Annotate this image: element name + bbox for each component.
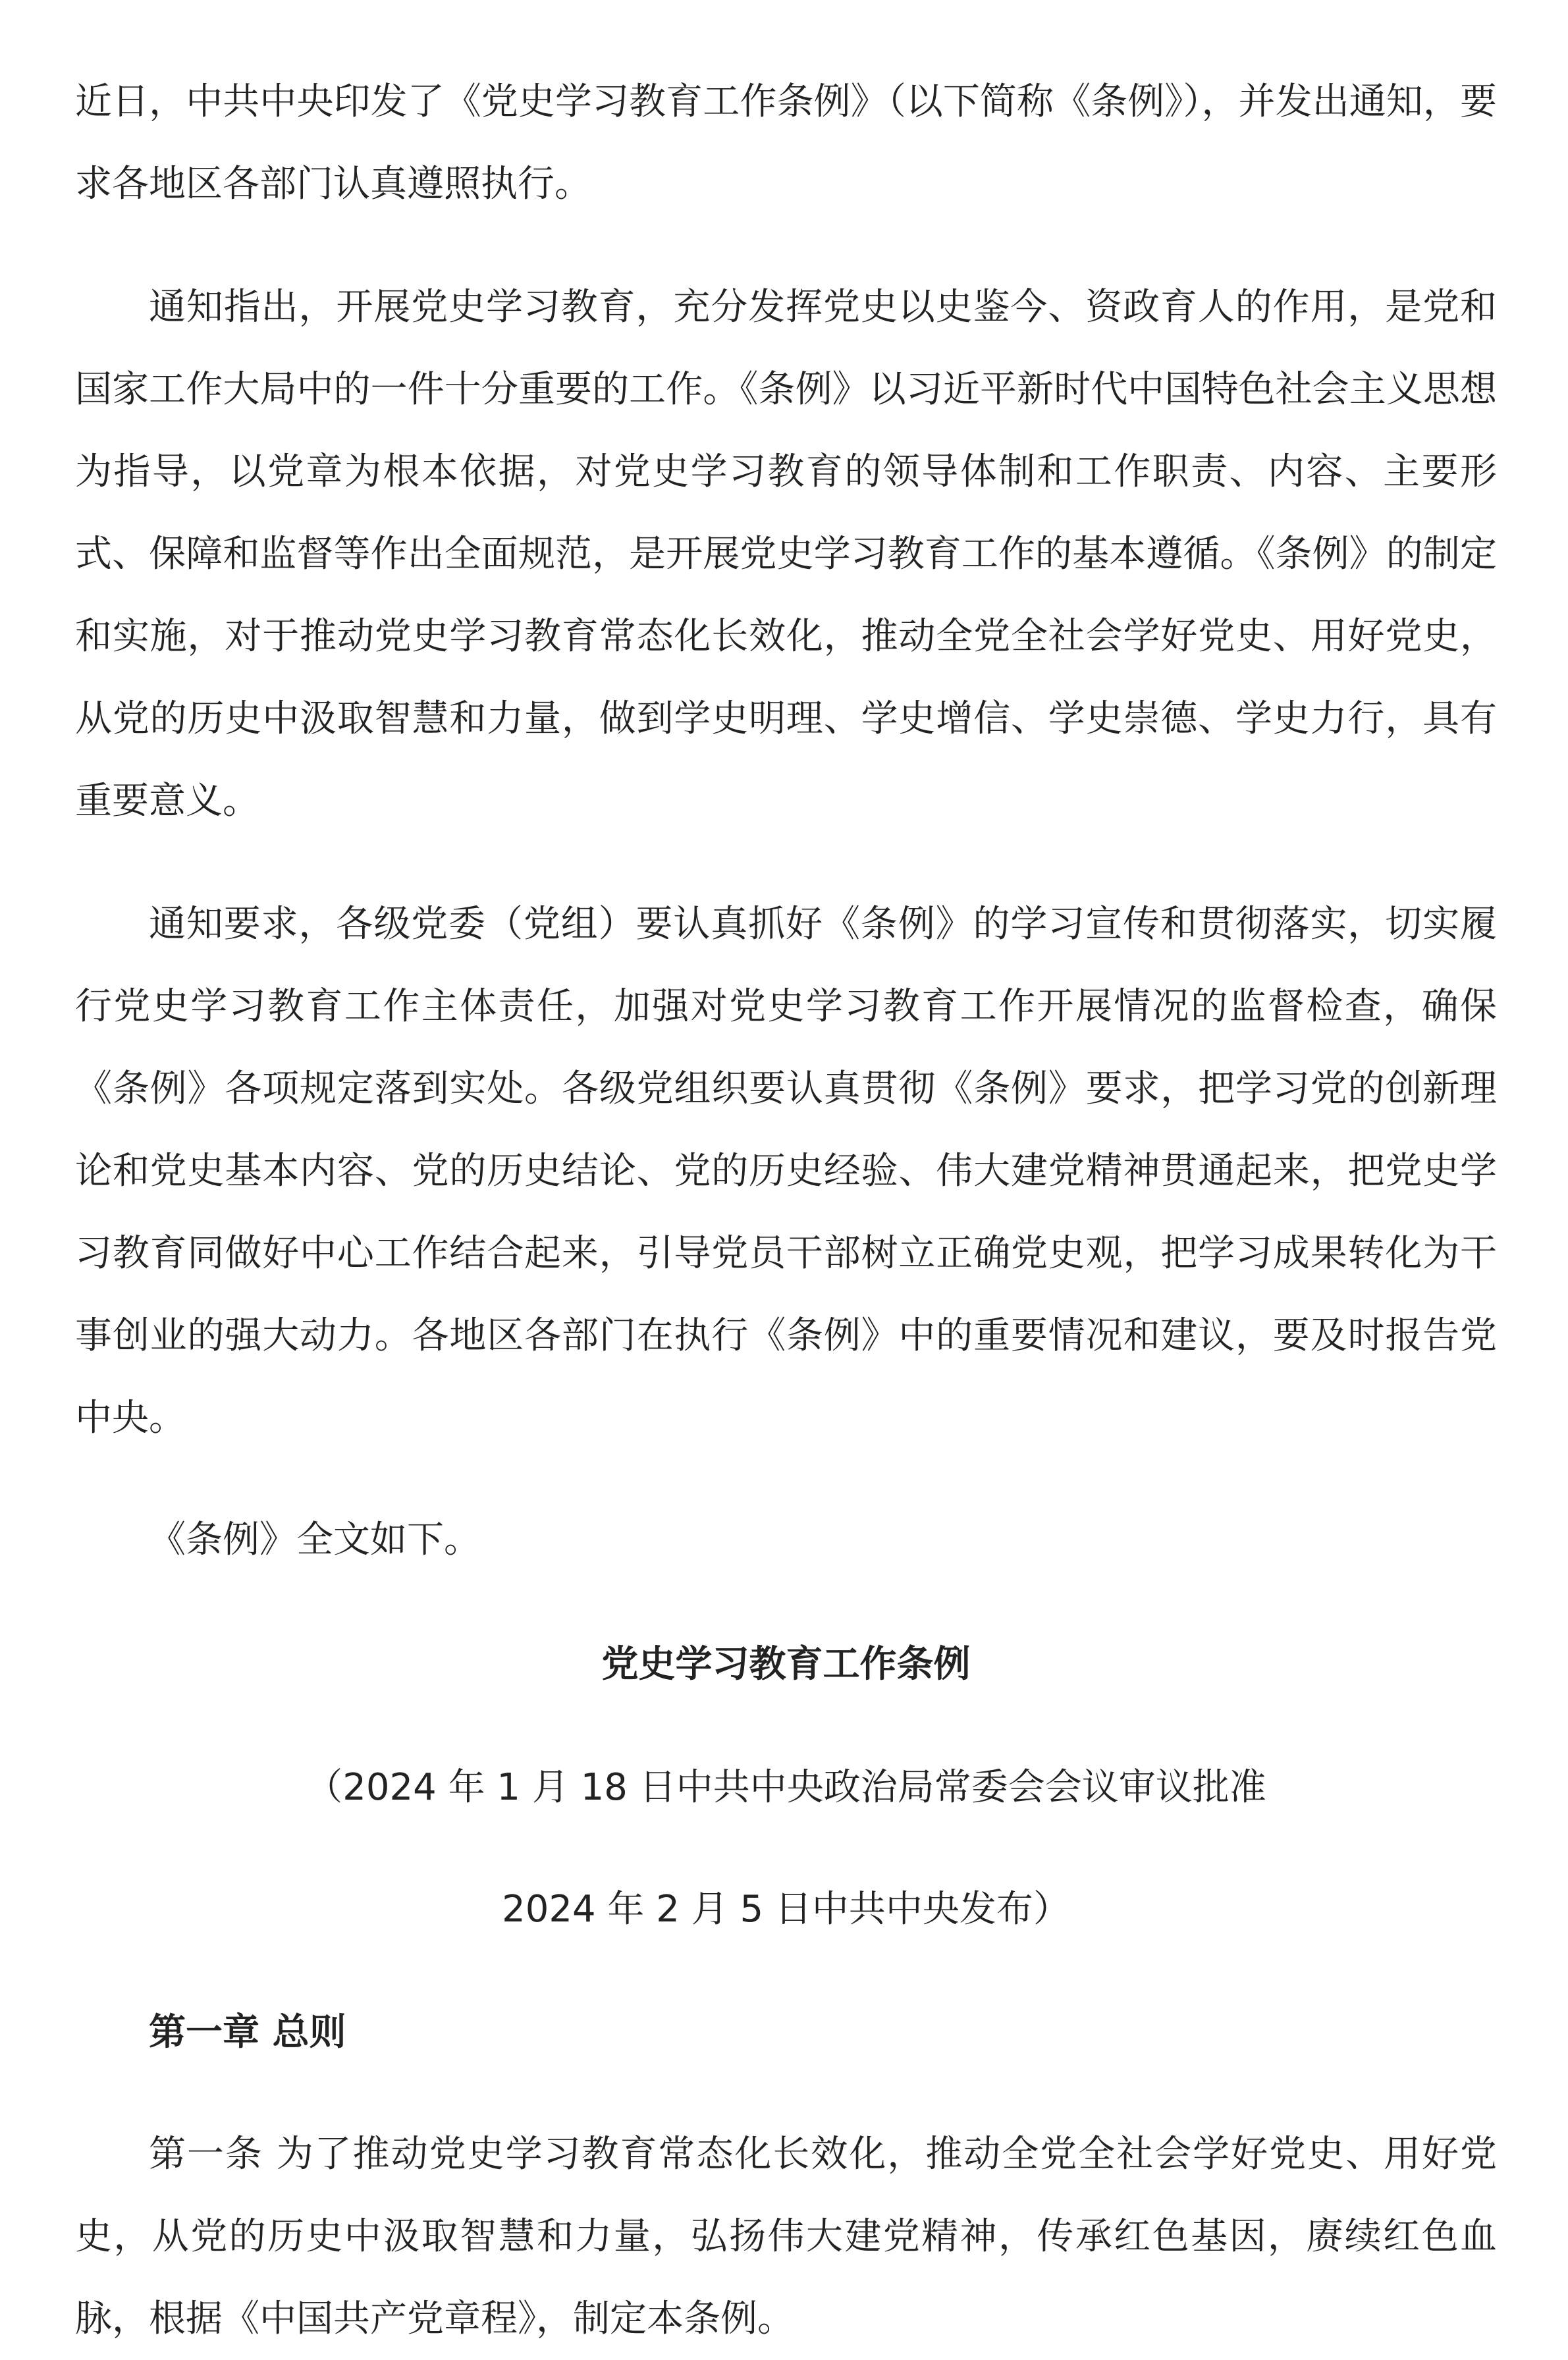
issue-line: 2024 年 2 月 5 日中共中央发布）	[502, 1888, 1070, 1931]
regulation-title: 党史学习教育工作条例	[601, 1643, 971, 1686]
notice-paragraph-1: 通知指出，开展党史学习教育，充分发挥党史以史鉴今、资政育人的作用，是党和国家工作大局中的一件十分重要的工作。《条例》以习近平新时代中国特色社会主义思想为指导，以党章为根本依据，对党史学习教育的领导体制和工作职责、内容、主要形式、保障和监督等作出全面规范，是开展党史学习教育工作的基本遵循。《条例》的制定和实施，对于推动党史学习教育常态化长效化，推动全党全社会学好党史、用好党史，从党的历史中汲取智慧和力量，做到学史明理、学史增信、学史崇德、学史力行，具有重要意义。	[75, 286, 1497, 822]
intro-paragraph: 近日，中共中央印发了《党史学习教育工作条例》（以下简称《条例》），并发出通知，要求各地区各部门认真遵照执行。	[75, 80, 1497, 205]
chapter-1-heading: 第一章 总则	[149, 2011, 346, 2054]
notice-paragraph-2: 通知要求，各级党委（党组）要认真抓好《条例》的学习宣传和贯彻落实，切实履行党史学习教育工作主体责任，加强对党史学习教育工作开展情况的监督检查，确保《条例》各项规定落到实处。各级党组织要认真贯彻《条例》要求，把学习党的创新理论和党史基本内容、党的历史结论、党的历史经验、伟大建党精神贯通起来，把党史学习教育同做好中心工作结合起来，引导党员干部树立正确党史观，把学习成果转化为干事创业的强大动力。各地区各部门在执行《条例》中的重要情况和建议，要及时报告党中央。	[75, 903, 1497, 1439]
approval-line: （2024 年 1 月 18 日中共中央政治局常委会会议审议批准	[306, 1766, 1266, 1809]
full-text-intro: 《条例》全文如下。	[149, 1518, 481, 1561]
article-1: 第一条 为了推动党史学习教育常态化长效化，推动全党全社会学好党史、用好党史，从党的历史中汲取智慧和力量，弘扬伟大建党精神，传承红色基因，赓续红色血脉，根据《中国共产党章程》，制定本条例。	[75, 2133, 1497, 2340]
